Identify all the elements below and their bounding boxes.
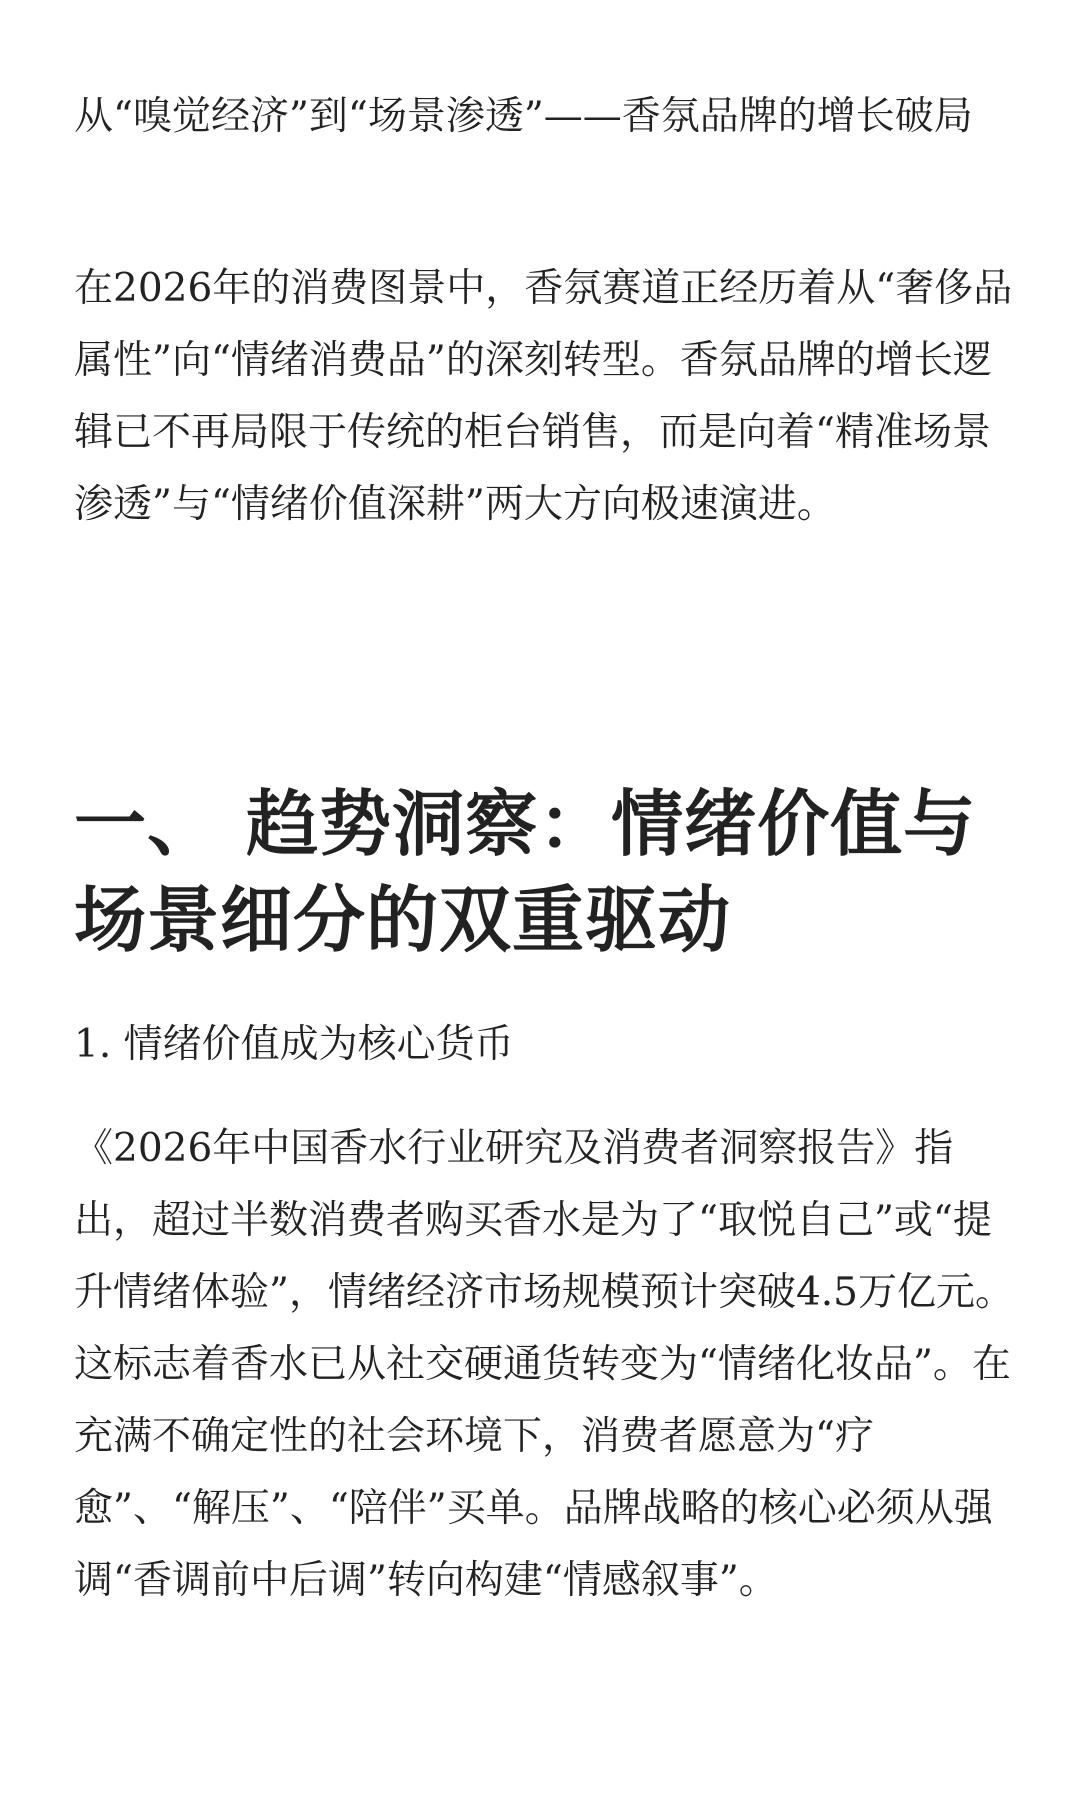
lead-paragraph: 在2026年的消费图景中，香氛赛道正经历着从“奢侈品属性”向“情绪消费品”的深刻转型。香氛品牌的增长逻辑已不再局限于传统的柜台销售，而是向着“精准场景渗透”与“情绪价值深耕”两大方向极速演进。 [74, 266, 1013, 527]
body-paragraph: 《2026年中国香水行业研究及消费者洞察报告》指出，超过半数消费者购买香水是为了“取悦自己”或“提升情绪体验”，情绪经济市场规模预计突破4.5万亿元。这标志着香水已从社交硬通货转变为“情绪化妆品”。在充满不确定性的社会环境下，消费者愿意为“疗愈”、“解压”、“陪伴”买单。品牌战略的核心必须从强调“香调前中后调”转向构建“情感叙事”。 [74, 1126, 1014, 1603]
article-title: 从“嗅觉经济”到“场景渗透”——香氛品牌的增长破局 [74, 94, 973, 139]
sub-heading: 1. 情绪价值成为核心货币 [74, 1022, 514, 1067]
section-heading: 一、 趋势洞察：情绪价值与场景细分的双重驱动 [74, 781, 977, 962]
